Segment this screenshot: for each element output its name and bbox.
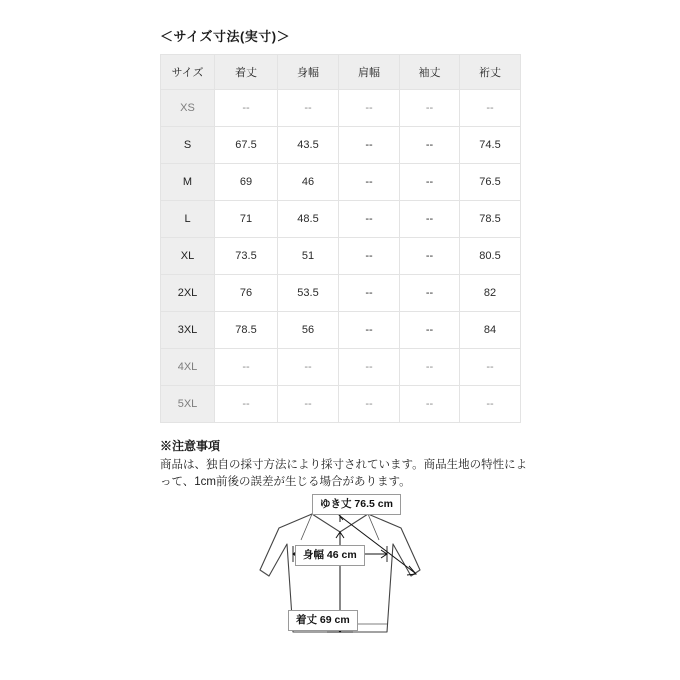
cell-kitake: 73.5 (215, 238, 278, 275)
cell-mihaba: 53.5 (278, 275, 339, 312)
cell-kitake: -- (215, 90, 278, 127)
column-header-mihaba: 身幅 (278, 55, 339, 90)
cell-kitake: 76 (215, 275, 278, 312)
table-row (161, 275, 521, 312)
table-header-row (161, 55, 521, 90)
cell-mihaba: -- (278, 349, 339, 386)
cell-sodetake: -- (400, 275, 460, 312)
cell-katahaba: -- (339, 349, 400, 386)
cell-kitake: 71 (215, 201, 278, 238)
table-row (161, 164, 521, 201)
table-row (161, 90, 521, 127)
size-measurement-table (160, 54, 521, 423)
cell-yukitake: 76.5 (460, 164, 521, 201)
callout-yukitake: ゆき丈 76.5 cm (312, 494, 401, 515)
column-header-sodetake: 袖丈 (400, 55, 460, 90)
cell-sodetake: -- (400, 312, 460, 349)
sweater-illustration (215, 492, 465, 657)
table-row (161, 386, 521, 423)
cell-mihaba: 48.5 (278, 201, 339, 238)
notes-heading: ※注意事項 (160, 439, 221, 453)
page-title: ＜サイズ寸法(実寸)＞ (160, 29, 291, 44)
cell-katahaba: -- (339, 90, 400, 127)
cell-katahaba: -- (339, 164, 400, 201)
cell-sodetake: -- (400, 90, 460, 127)
cell-mihaba: -- (278, 90, 339, 127)
garment-measurement-diagram (215, 492, 465, 657)
row-size-label: 3XL (161, 312, 215, 349)
cell-kitake: 67.5 (215, 127, 278, 164)
cell-kitake: 78.5 (215, 312, 278, 349)
cell-yukitake: -- (460, 349, 521, 386)
row-size-label: XS (161, 90, 215, 127)
cell-katahaba: -- (339, 127, 400, 164)
cell-yukitake: 74.5 (460, 127, 521, 164)
row-size-label: 5XL (161, 386, 215, 423)
cell-kitake: -- (215, 386, 278, 423)
cell-sodetake: -- (400, 127, 460, 164)
table-row (161, 127, 521, 164)
row-size-label: S (161, 127, 215, 164)
table-row (161, 238, 521, 275)
row-size-label: M (161, 164, 215, 201)
cell-mihaba: -- (278, 386, 339, 423)
cell-mihaba: 51 (278, 238, 339, 275)
row-size-label: 4XL (161, 349, 215, 386)
cell-yukitake: 78.5 (460, 201, 521, 238)
cell-mihaba: 46 (278, 164, 339, 201)
column-header-size: サイズ (161, 55, 215, 90)
cell-kitake: 69 (215, 164, 278, 201)
cell-katahaba: -- (339, 275, 400, 312)
table-row (161, 201, 521, 238)
cell-sodetake: -- (400, 349, 460, 386)
table-row (161, 349, 521, 386)
cell-sodetake: -- (400, 164, 460, 201)
row-size-label: 2XL (161, 275, 215, 312)
cell-sodetake: -- (400, 201, 460, 238)
cell-yukitake: -- (460, 386, 521, 423)
cell-kitake: -- (215, 349, 278, 386)
cell-yukitake: 82 (460, 275, 521, 312)
cell-sodetake: -- (400, 386, 460, 423)
callout-mihaba: 身幅 46 cm (295, 545, 365, 566)
column-header-katahaba: 肩幅 (339, 55, 400, 90)
cell-yukitake: 80.5 (460, 238, 521, 275)
notes-section (160, 437, 532, 491)
notes-body: 商品は、独自の採寸方法により採寸されています。商品生地の特性によって、1cm前後の誤差が生じる場合があります。 (160, 459, 528, 488)
row-size-label: L (161, 201, 215, 238)
row-size-label: XL (161, 238, 215, 275)
cell-katahaba: -- (339, 386, 400, 423)
callout-kitake: 着丈 69 cm (288, 610, 358, 631)
cell-mihaba: 43.5 (278, 127, 339, 164)
table-row (161, 312, 521, 349)
cell-sodetake: -- (400, 238, 460, 275)
cell-yukitake: 84 (460, 312, 521, 349)
column-header-kitake: 着丈 (215, 55, 278, 90)
cell-katahaba: -- (339, 238, 400, 275)
cell-katahaba: -- (339, 312, 400, 349)
column-header-yukitake: 裄丈 (460, 55, 521, 90)
cell-yukitake: -- (460, 90, 521, 127)
cell-mihaba: 56 (278, 312, 339, 349)
cell-katahaba: -- (339, 201, 400, 238)
